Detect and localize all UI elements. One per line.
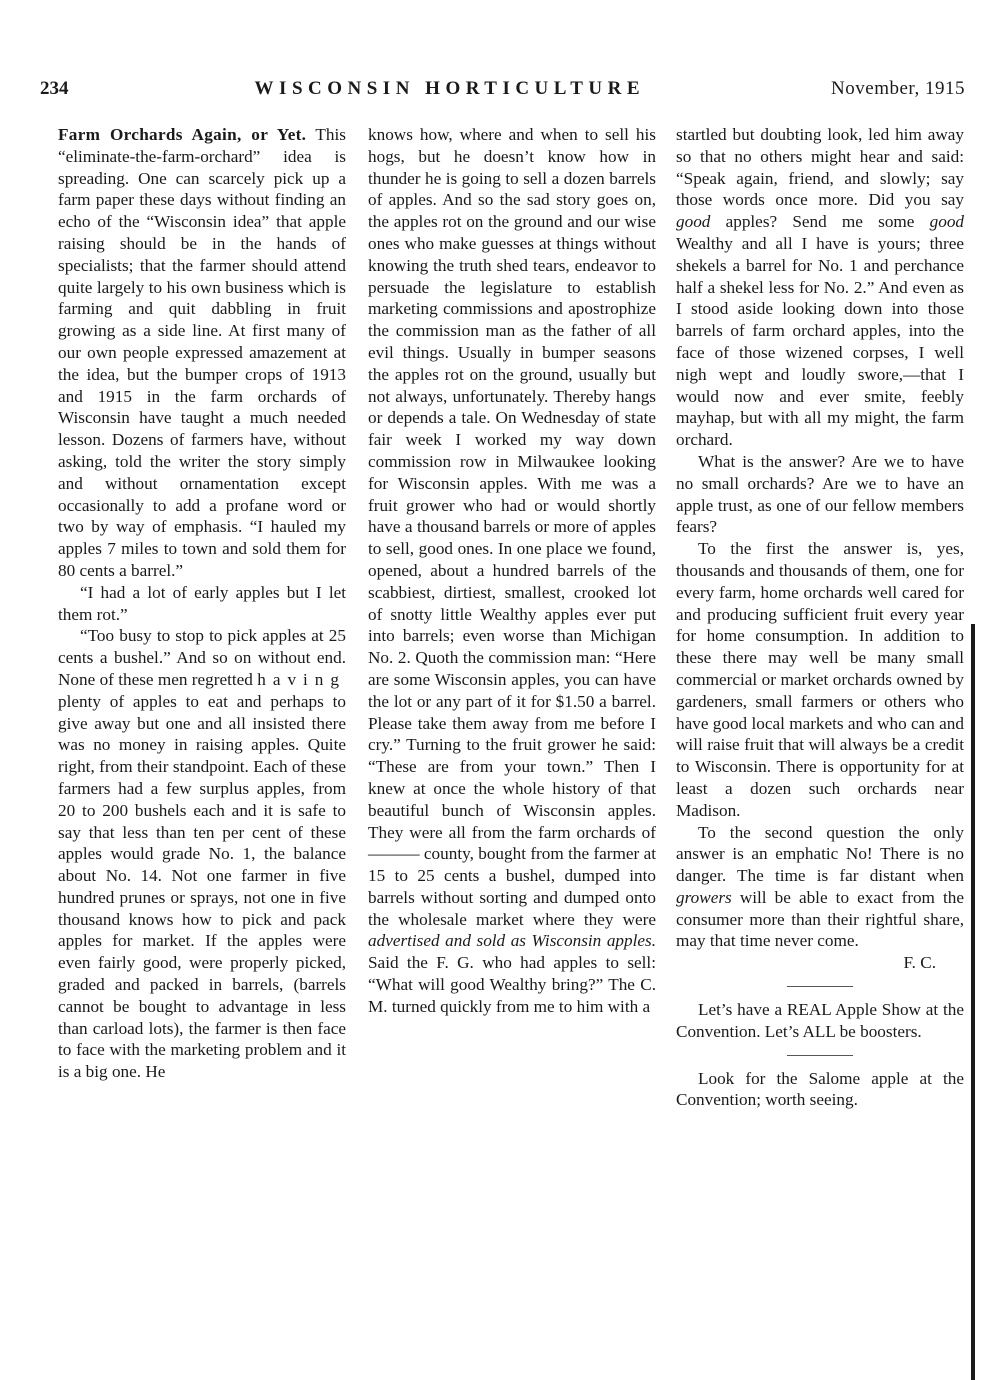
italic-word: good [676,212,711,232]
article-paragraph [58,124,346,582]
article-paragraph [368,124,656,1018]
article-text: Wealthy and all I have is yours; three shekels a barrel for No. 1 and perchance half a shekel less for No. 2.” And even as I stood aside looking down into those barrels of farm orchard apples, into the face of those wizened corpses, I well nigh wept and loudly swore,—that I would now and ever smite, feebly mayhap, but with all my might, the farm orchard. [676,233,964,450]
article-text: county, bought from the farmer at 15 to 25 cents a bushel, dumped into barrels without sorting and dumped onto the wholesale market where they were [368,844,657,929]
article-text: To the second question the only answer is an emphatic No! There is no danger. The time is far distant when [676,822,964,886]
article-text: plenty of apples to eat and perhaps to give away but one and all insisted there was no money in raising apples. Quite right, from their standpoint. Each of these farmers had a few surplus apples, from 20 to 200 bushels each and it is safe to say that less than ten per cent of these apples would grade No. 1, the balance about No. 14. Not one farmer in five hundred prunes or sprays, not one in five thousand knows how to pick and pack apples for market. If the apples were even fairly good, were properly picked, graded and packed in barrels, (barrels cannot be bought to advantage in less than carload lots), the farmer is then face to face with the marketing problem and it is a big one. He [58,691,346,1082]
article-text: apples? Send me some [725,212,915,232]
article-paragraph: What is the answer? Are we to have no small orchards? Are we to have an apple trust, as one of our fellow members fears? [676,451,964,537]
page-header [40,78,965,100]
italic-word: growers [676,887,732,907]
note-paragraph: Let’s have a REAL Apple Show at the Convention. Let’s ALL be boosters. [676,1000,964,1041]
article-text: Said the F. G. who had apples to sell: “What will good Wealthy bring?” The C. M. turned quickly from me to him with a [368,953,656,1016]
article-text: will be able to exact from the consumer more than their rightful share, may that time never come. [676,887,964,951]
divider [787,1055,853,1056]
page-number: 234 [40,78,69,99]
column-2 [368,124,656,1018]
page-edge-bar [971,624,975,1380]
blank-county: ——— [368,844,420,864]
article-paragraph [58,625,346,1083]
article-text: This “eliminate-the-farm-orchard” idea is spreading. One can scarcely pick up a farm paper these days without finding an echo of the “Wisconsin idea” that apple raising should be in the hands of specialists; that the farmer should attend quite largely to his own business which is farming and quit dabbling in fruit growing as a side line. At first many of our own people expressed amazement at the idea, but the bumper crops of 1913 and 1915 in the farm orchards of Wisconsin have taught a much needed lesson. Dozens of farmers have, without asking, told the writer the story simply and without ornamentation except occasionally to add a profane word or two by way of emphasis. “I hauled my apples 7 miles to town and sold them for 80 cents a barrel.” [58,125,346,580]
spaced-word: having [257,669,346,689]
journal-title: WISCONSIN HORTICULTURE [254,78,645,99]
article-text: startled but doubting look, led him away so that no others might hear and said: “Speak again, friend, and slowly; say those words once more. Did you say [676,125,964,210]
article-paragraph: To the first the answer is, yes, thousands and thousands of them, one for every farm, home orchards well cared for and producing sufficient fruit every year for home consumption. In addition to these there may well be many small commercial or market orchards owned by gardeners, small farmers or others who have good local markets and who can and will raise fruit that will always be a credit to Wisconsin. There is opportunity for at least a dozen such orchards near Madison. [676,539,964,820]
article-text: knows how, where and when to sell his hogs, but he doesn’t know how in thunder he is going to sell a dozen barrels of apples. And so the sad story goes on, the apples rot on the ground and our wise ones who make guesses at things without knowing the truth shed tears, endeavor to persuade the legislature to establish marketing commissions and apostrophize the commission man as the father of all evil things. Usually in bumper seasons the apples rot on the ground, usually but not always, unfortunately. Thereby hangs or depends a tale. On Wednesday of state fair week I worked my way down commission row in Milwaukee looking for Wisconsin apples. With me was a fruit grower who had or would shortly have a thousand barrels or more of apples to sell, good ones. In one place we found, opened, about a hundred barrels of the scabbiest, dirtiest, smallest, crooked lot of snotty little Wealthy apples ever put into barrels; even worse than Michigan No. 2. Quoth the commission man: “Here are some Wisconsin apples, you can have the lot or any part of it for $1.50 a barrel. Please take them away from me before I cry.” Turning to the fruit grower he said: “These are from your town.” Then I knew at once the whole history of that beautiful bunch of Wisconsin apples. They were all from the farm orchards of [368,125,656,842]
article-paragraph [676,124,964,451]
italic-word: good [929,212,965,232]
column-3 [676,124,964,1111]
article-text: “Too busy to stop to pick apples at 25 cents a bushel.” And so on without end. None of these men regretted [58,626,346,689]
article-title: Farm Orchards Again, or Yet. [58,125,307,144]
issue-date: November, 1915 [831,78,965,99]
article-paragraph: “I had a lot of early apples but I let them rot.” [58,582,346,624]
article-paragraph [676,822,964,953]
signature: F. C. [903,953,936,973]
note-paragraph: Look for the Salome apple at the Convention; worth seeing. [676,1068,964,1110]
column-1 [58,124,346,1083]
divider [787,986,853,987]
italic-phrase: advertised and sold as Wisconsin apples. [368,931,656,951]
